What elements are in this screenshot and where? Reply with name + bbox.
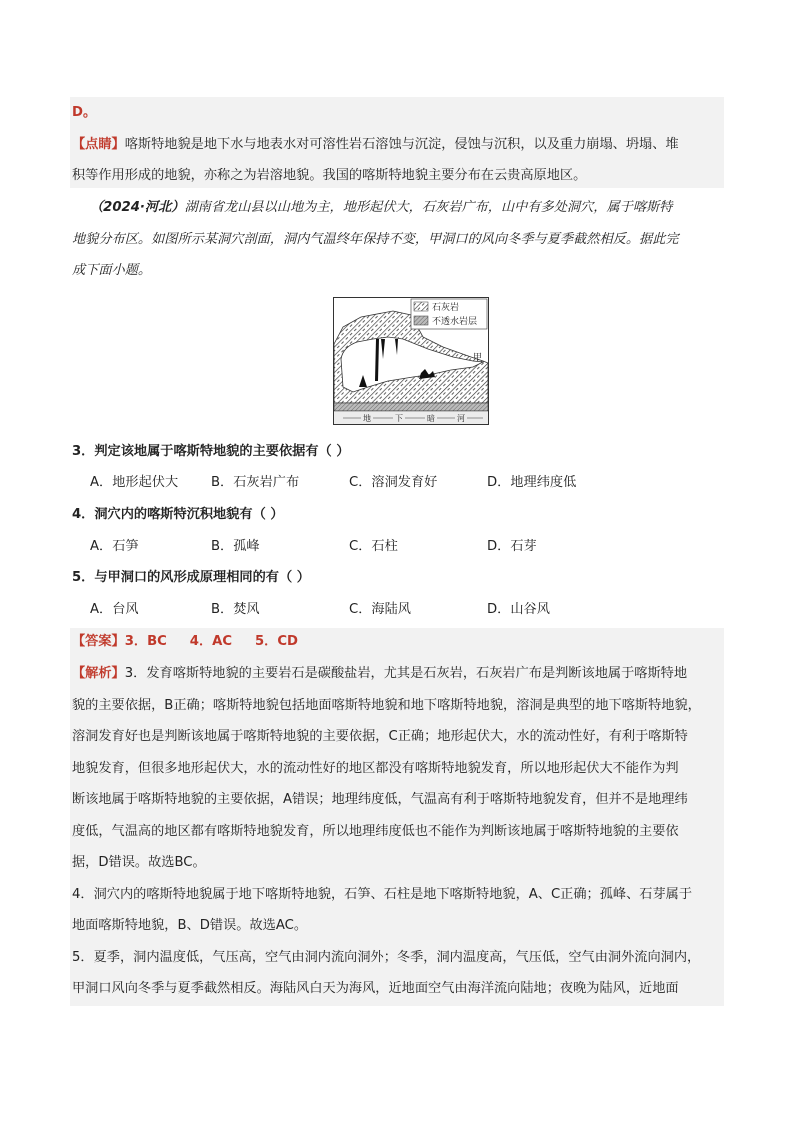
analysis-line-6: 度低，气温高的地区都有喀斯特地貌发育，所以地理纬度低也不能作为判断该地属于喀斯特地貌的主要依	[72, 824, 679, 839]
analysis-line-2: 貌的主要依据，B正确；喀斯特地貌包括地面喀斯特地貌和地下喀斯特地貌，溶洞是典型的地下喀斯特地貌，	[72, 698, 701, 713]
analysis-line-1	[72, 664, 687, 684]
analysis-line-11: 甲洞口风向冬季与夏季截然相反。海陆风白天为海风，近地面空气由海洋流向陆地；夜晚为陆风，近地面	[72, 981, 679, 996]
river-char-3: 暗	[427, 414, 435, 423]
question-4-stem: 4．洞穴内的喀斯特沉积地貌有（ ）	[72, 507, 284, 522]
question-4-option-a[interactable]: A．石笋	[90, 539, 139, 554]
analysis-line-10: 5．夏季，洞内温度低，气压高，空气由洞内流向洞外；冬季，洞内温度高，气压低，空气由洞外流向洞内，	[72, 950, 701, 965]
question-5-option-b[interactable]: B．焚风	[211, 602, 260, 617]
cave-profile-figure	[333, 297, 489, 425]
analysis-line-9: 地面喀斯特地貌，B、D错误。故选AC。	[72, 918, 308, 933]
analysis-line-8: 4．洞穴内的喀斯特地貌属于地下喀斯特地貌，石笋、石柱是地下喀斯特地貌，A、C正确；孤峰、石芽属于	[72, 887, 693, 902]
impermeable-layer	[334, 403, 488, 411]
note-label: 【点睛】	[72, 137, 125, 152]
question-5-option-d[interactable]: D．山谷风	[487, 602, 550, 617]
note-line-2: 积等作用形成的地貌，亦称之为岩溶地貌。我国的喀斯特地貌主要分布在云贵高原地区。	[72, 168, 587, 183]
question-3-stem: 3．判定该地属于喀斯特地貌的主要依据有（ ）	[72, 444, 350, 459]
answer-text: 3．BC 4．AC 5．CD	[124, 634, 298, 649]
question-3-option-b[interactable]: B．石灰岩广布	[211, 475, 300, 490]
question-4-option-c[interactable]: C．石柱	[349, 539, 398, 554]
intro-line-3: 成下面小题。	[72, 263, 152, 278]
question-3-option-a[interactable]: A．地形起伏大	[90, 475, 179, 490]
analysis-line-5: 断该地属于喀斯特地貌的主要依据，A错误；地理纬度低，气温高有利于喀斯特地貌发育，但并不是地理纬	[72, 792, 688, 807]
analysis-label: 【解析】	[72, 666, 125, 681]
question-5-stem: 5．与甲洞口的风形成原理相同的有（ ）	[72, 570, 310, 585]
analysis-text-1: 3．发育喀斯特地貌的主要岩石是碳酸盐岩，尤其是石灰岩，石灰岩广布是判断该地属于喀斯特地	[124, 666, 688, 681]
label-jia: 甲	[473, 353, 483, 363]
answer-line	[72, 632, 298, 652]
legend-limestone: 石灰岩	[432, 303, 460, 313]
analysis-line-7: 据，D错误。故选BC。	[72, 855, 206, 870]
legend-impermeable: 不透水岩层	[432, 317, 478, 327]
analysis-line-4: 地貌发育，但很多地形起伏大，水的流动性好的地区都没有喀斯特地貌发育，所以地形起伏大不能作为判	[72, 761, 679, 776]
intro-text-1: 湖南省龙山县以山地为主，地形起伏大，石灰岩广布，山中有多处洞穴，属于喀斯特	[184, 200, 673, 215]
intro-line-1	[90, 198, 672, 218]
question-3-option-c[interactable]: C．溶洞发育好	[349, 475, 438, 490]
note-line-1	[72, 135, 679, 155]
answer-label: 【答案】	[72, 634, 125, 649]
river-char-4: 河	[457, 414, 465, 423]
note-text-1: 喀斯特地貌是地下水与地表水对可溶性岩石溶蚀与沉淀，侵蚀与沉积，以及重力崩塌、坍塌、堆	[124, 137, 679, 152]
question-3-option-d[interactable]: D．地理纬度低	[487, 475, 577, 490]
question-4-option-d[interactable]: D．石芽	[487, 539, 537, 554]
question-4-option-b[interactable]: B．孤峰	[211, 539, 260, 554]
analysis-line-3: 溶洞发育好也是判断该地属于喀斯特地貌的主要依据，C正确；地形起伏大，水的流动性好，有利于喀斯特	[72, 729, 688, 744]
river-char-1: 地	[363, 414, 371, 423]
legend-swatch-impermeable	[414, 316, 428, 325]
intro-source: （2024·河北）	[90, 200, 185, 215]
river-char-2: 下	[395, 414, 403, 423]
top-answer: D。	[72, 105, 97, 120]
question-5-option-c[interactable]: C．海陆风	[349, 602, 411, 617]
legend-swatch-limestone	[414, 302, 428, 311]
question-5-option-a[interactable]: A．台风	[90, 602, 139, 617]
intro-line-2: 地貌分布区。如图所示某洞穴剖面，洞内气温终年保持不变，甲洞口的风向冬季与夏季截然相反。据此完	[72, 232, 679, 247]
